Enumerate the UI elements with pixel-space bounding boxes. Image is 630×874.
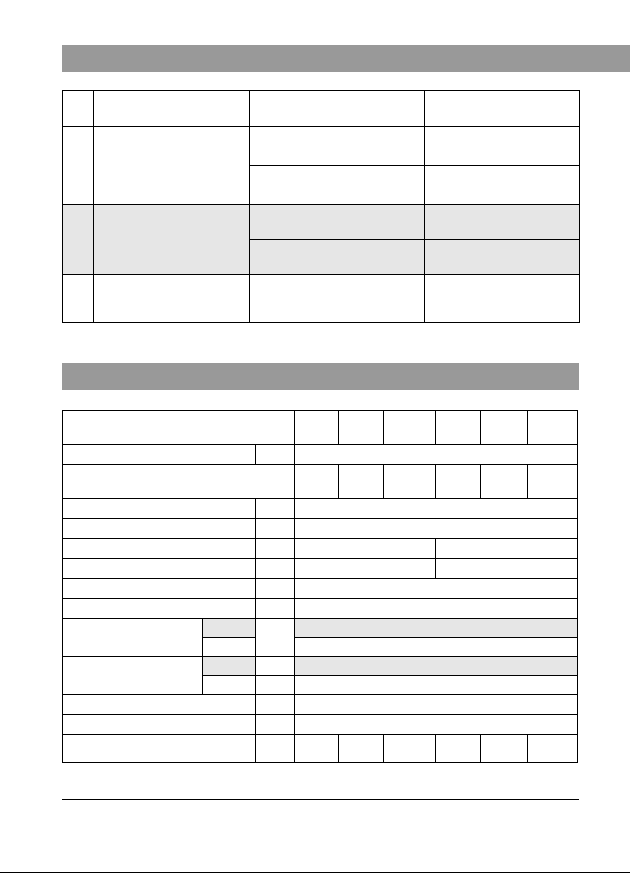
t2-value [295, 519, 578, 539]
t2-second-header-row [63, 465, 578, 499]
t2-unit [256, 519, 295, 539]
t2-model-header-row [63, 411, 578, 445]
t2-value-b [436, 559, 578, 579]
t1-group-2-num [63, 205, 94, 275]
t2-split-sub [203, 657, 256, 676]
t2-model-col [339, 465, 384, 499]
t2-label [63, 715, 256, 735]
t1-cell [250, 275, 425, 323]
t2-header-label [63, 411, 295, 445]
t1-header-col3 [425, 91, 580, 127]
t2-model-col [436, 411, 481, 445]
section-2-title-bar [62, 363, 579, 390]
t2-value [295, 599, 578, 619]
t1-cell [425, 127, 580, 166]
t2-value-b [436, 539, 578, 559]
table-1-header-row [63, 91, 580, 127]
t2-label [63, 599, 256, 619]
t2-label [63, 695, 256, 715]
t1-cell [250, 205, 425, 240]
t1-cell [425, 275, 580, 323]
t2-model-col [481, 465, 528, 499]
t1-group-2-label [94, 205, 250, 275]
t1-cell [425, 240, 580, 275]
t2-value [295, 619, 578, 638]
t2-row [63, 599, 578, 619]
t2-second-header-label [63, 465, 295, 499]
t1-cell [425, 205, 580, 240]
t2-model-value [528, 735, 578, 763]
t2-model-col [384, 465, 436, 499]
t2-row [63, 579, 578, 599]
t1-cell [250, 127, 425, 166]
t1-header-col1 [94, 91, 250, 127]
t2-value [295, 638, 578, 657]
t1-row-1a [63, 127, 580, 166]
t2-unit [256, 735, 295, 763]
t1-cell [250, 240, 425, 275]
t2-model-value [481, 735, 528, 763]
t2-model-col [528, 465, 578, 499]
t2-value [295, 445, 578, 465]
t2-row-split [63, 539, 578, 559]
t2-unit [256, 715, 295, 735]
t2-row [63, 499, 578, 519]
t1-group-1-num [63, 127, 94, 205]
t2-row [63, 715, 578, 735]
t2-last-row [63, 735, 578, 763]
t2-value-a [295, 539, 436, 559]
t2-unit [256, 499, 295, 519]
t2-unit-row [63, 445, 578, 465]
t2-model-col [295, 465, 339, 499]
t2-split-label [63, 619, 203, 657]
t2-value [295, 695, 578, 715]
t2-split-label [63, 657, 203, 695]
t2-unit [256, 559, 295, 579]
t2-row [63, 695, 578, 715]
t2-model-col [295, 411, 339, 445]
t2-model-value [295, 735, 339, 763]
t1-row-2a [63, 205, 580, 240]
t2-value [295, 676, 578, 695]
t2-unit [256, 676, 295, 695]
t1-cell [250, 166, 425, 205]
t2-unit [256, 445, 295, 465]
t1-row-3 [63, 275, 580, 323]
t2-unit [256, 657, 295, 676]
t1-group-1-label [94, 127, 250, 205]
t2-label [63, 579, 256, 599]
t2-unit [256, 695, 295, 715]
t1-group-3-label [94, 275, 250, 323]
t2-model-value [384, 735, 436, 763]
t2-value [295, 499, 578, 519]
t2-unit [256, 599, 295, 619]
table-2 [62, 410, 578, 763]
table-1 [62, 90, 580, 323]
t2-row-split [63, 559, 578, 579]
t2-model-col [528, 411, 578, 445]
t2-model-col [339, 411, 384, 445]
t2-unit [256, 579, 295, 599]
t2-label [63, 499, 256, 519]
t1-group-3-num [63, 275, 94, 323]
t2-split-group-1-a [63, 619, 578, 638]
t2-model-col [481, 411, 528, 445]
t2-unit [256, 619, 295, 657]
t1-cell [425, 166, 580, 205]
t2-label [63, 539, 256, 559]
t2-value [295, 657, 578, 676]
t2-split-group-2-a [63, 657, 578, 676]
t2-model-col [436, 465, 481, 499]
t2-value-a [295, 559, 436, 579]
t2-unit [256, 539, 295, 559]
t2-value [295, 579, 578, 599]
t2-row [63, 519, 578, 539]
page-bottom-rule [0, 872, 630, 873]
t1-header-num [63, 91, 94, 127]
t2-model-value [339, 735, 384, 763]
t2-split-sub [203, 638, 256, 657]
t2-label [63, 735, 256, 763]
t2-split-sub [203, 619, 256, 638]
t1-header-col2 [250, 91, 425, 127]
t2-model-value [436, 735, 481, 763]
t2-label [63, 559, 256, 579]
t2-model-col [384, 411, 436, 445]
t2-label [63, 445, 256, 465]
section-1-title-bar [62, 45, 630, 72]
t2-label [63, 519, 256, 539]
t2-value [295, 715, 578, 735]
t2-split-sub [203, 676, 256, 695]
footer-rule [62, 799, 579, 800]
